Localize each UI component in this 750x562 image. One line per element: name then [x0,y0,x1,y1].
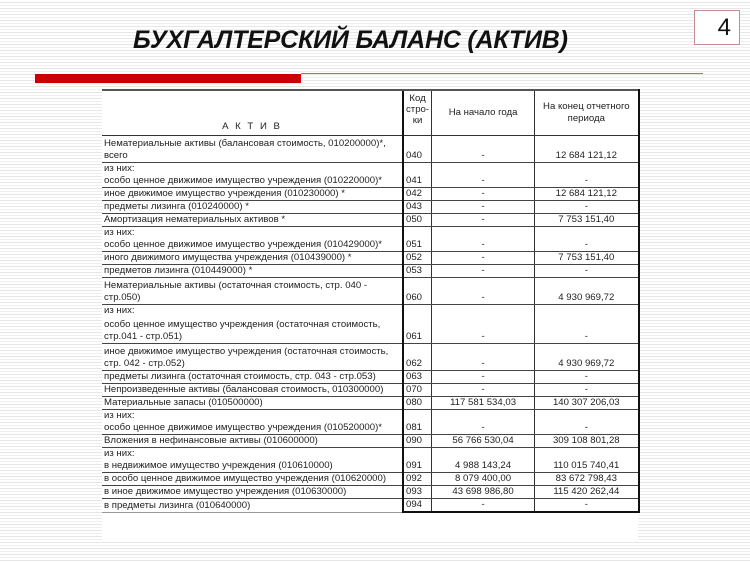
row-code-cell: 062 [403,344,432,371]
row-end-value-cell: 12 684 121,12 [535,188,639,201]
table-row [102,317,639,344]
row-name-cell: иное движимое имущество учреждения (остаточная стоимость, стр. 042 - стр.052) [102,344,403,371]
row-code-cell: 093 [403,486,432,499]
table-row [102,305,639,318]
row-start-value-cell: - [432,239,535,252]
table-row [102,410,639,423]
table-row [102,201,639,214]
row-start-value-cell: 8 079 400,00 [432,473,535,486]
row-name-cell: в предметы лизинга (010640000) [102,499,403,513]
row-name-cell: Нематериальные активы (балансовая стоимость, 010200000)*, всего [102,136,403,163]
row-code-cell [403,163,432,176]
row-name-cell: Материальные запасы (010500000) [102,397,403,410]
table-row [102,499,639,513]
row-name-cell: особо ценное движимое имущество учреждения (010520000)* [102,422,403,435]
row-start-value-cell: - [432,136,535,163]
row-code-cell: 051 [403,239,432,252]
row-name-cell: в недвижимое имущество учреждения (010610000) [102,460,403,473]
row-code-cell: 092 [403,473,432,486]
row-end-value-cell: 7 753 151,40 [535,214,639,227]
row-start-value-cell: - [432,317,535,344]
row-start-value-cell: - [432,175,535,188]
table-row [102,227,639,240]
row-start-value-cell: 4 988 143,24 [432,460,535,473]
row-code-cell: 043 [403,201,432,214]
row-name-cell: особо ценное имущество учреждения (остаточная стоимость, стр.041 - стр.051) [102,317,403,344]
row-start-value-cell: 117 581 534,03 [432,397,535,410]
row-end-value-cell: - [535,384,639,397]
row-start-value-cell [432,410,535,423]
table-row [102,265,639,278]
slide-title: БУХГАЛТЕРСКИЙ БАЛАНС (АКТИВ) [133,26,568,54]
header-line-code [403,90,432,136]
table-row [102,384,639,397]
row-code-cell: 052 [403,252,432,265]
table-row [102,278,639,305]
row-end-value-cell: - [535,201,639,214]
table-row [102,163,639,176]
row-end-value-cell [535,227,639,240]
title-rule-line [301,73,703,74]
row-start-value-cell [432,163,535,176]
row-end-value-cell: 4 930 969,72 [535,344,639,371]
row-end-value-cell: 12 684 121,12 [535,136,639,163]
table-row [102,397,639,410]
row-end-value-cell: 110 015 740,41 [535,460,639,473]
row-code-cell: 081 [403,422,432,435]
row-start-value-cell: - [432,344,535,371]
table-row [102,252,639,265]
row-start-value-cell: - [432,384,535,397]
row-start-value-cell: - [432,188,535,201]
header-end-of-period: На конец отчетного периода [535,90,639,136]
row-start-value-cell: - [432,371,535,384]
row-start-value-cell: 43 698 986,80 [432,486,535,499]
row-code-cell: 063 [403,371,432,384]
row-code-cell [403,448,432,461]
row-name-cell: из них: [104,305,135,316]
header-line-code-part: стро- [406,104,430,115]
row-name-cell: особо ценное движимое имущество учреждения (010429000)* [102,239,403,252]
row-name-cell: из них: [104,410,135,421]
row-code-cell: 080 [403,397,432,410]
row-name-cell: Вложения в нефинансовые активы (010600000) [102,435,403,448]
row-end-value-cell [535,448,639,461]
row-end-value-cell: - [535,175,639,188]
row-end-value-cell: 309 108 801,28 [535,435,639,448]
row-end-value-cell [535,410,639,423]
row-start-value-cell: - [432,214,535,227]
row-code-cell: 070 [403,384,432,397]
header-line-code-part: Код [409,93,426,104]
row-end-value-cell [535,163,639,176]
row-code-cell [403,305,432,318]
row-start-value-cell: - [432,252,535,265]
row-end-value-cell: 7 753 151,40 [535,252,639,265]
row-code-cell: 091 [403,460,432,473]
table-row [102,460,639,473]
header-start-of-year: На начало года [432,90,535,136]
row-name-cell: иного движимого имущества учреждения (010439000) * [102,252,403,265]
accent-bar [35,74,301,83]
row-code-cell: 041 [403,175,432,188]
row-end-value-cell: 115 420 262,44 [535,486,639,499]
table-row [102,239,639,252]
row-code-cell: 053 [403,265,432,278]
table-row [102,371,639,384]
row-code-cell: 061 [403,317,432,344]
table-row [102,448,639,461]
row-name-cell: Амортизация нематериальных активов * [102,214,403,227]
row-name-cell: из них: [104,448,135,459]
row-name-cell: предметов лизинга (010449000) * [102,265,403,278]
row-code-cell [403,227,432,240]
row-code-cell [403,410,432,423]
table-row [102,435,639,448]
header-asset: А К Т И В [102,90,403,136]
table-row [102,486,639,499]
table-header-row [102,90,639,136]
row-end-value-cell: - [535,265,639,278]
row-end-value-cell: - [535,422,639,435]
row-name-cell: в иное движимое имущество учреждения (010630000) [102,486,403,499]
table-row [102,344,639,371]
row-start-value-cell: - [432,422,535,435]
row-code-cell: 042 [403,188,432,201]
row-start-value-cell: - [432,278,535,305]
row-end-value-cell: 4 930 969,72 [535,278,639,305]
balance-sheet-table [102,89,640,513]
row-start-value-cell [432,448,535,461]
row-name-cell: в особо ценное движимое имущество учреждения (010620000) [102,473,403,486]
row-end-value-cell: - [535,239,639,252]
row-code-cell: 090 [403,435,432,448]
table-row [102,175,639,188]
row-name-cell: предметы лизинга (остаточная стоимость, стр. 043 - стр.053) [102,371,403,384]
row-name-cell: предметы лизинга (010240000) * [102,201,403,214]
row-start-value-cell: - [432,499,535,513]
row-code-cell: 094 [403,499,432,513]
row-name-cell: из них: [104,227,135,238]
header-line-code-part: ки [412,115,423,126]
row-code-cell: 050 [403,214,432,227]
table-body [102,136,639,513]
row-end-value-cell: 140 307 206,03 [535,397,639,410]
row-start-value-cell: 56 766 530,04 [432,435,535,448]
table-row [102,214,639,227]
row-code-cell: 040 [403,136,432,163]
row-end-value-cell [535,305,639,318]
row-end-value-cell: - [535,371,639,384]
table-row [102,136,639,163]
row-code-cell: 060 [403,278,432,305]
row-name-cell: Непроизведенные активы (балансовая стоимость, 010300000) [102,384,403,397]
row-start-value-cell [432,305,535,318]
table-row [102,473,639,486]
row-end-value-cell: - [535,499,639,513]
row-name-cell: Нематериальные активы (остаточная стоимость, стр. 040 - стр.050) [102,278,403,305]
row-name-cell: из них: [104,163,135,174]
row-end-value-cell: 83 672 798,43 [535,473,639,486]
row-start-value-cell [432,227,535,240]
page-number-badge: 4 [694,10,740,45]
row-end-value-cell: - [535,317,639,344]
row-start-value-cell: - [432,265,535,278]
row-name-cell: особо ценное движимое имущество учреждения (010220000)* [102,175,403,188]
row-name-cell: иное движимое имущество учреждения (010230000) * [102,188,403,201]
table-row [102,188,639,201]
row-start-value-cell: - [432,201,535,214]
table-row [102,422,639,435]
